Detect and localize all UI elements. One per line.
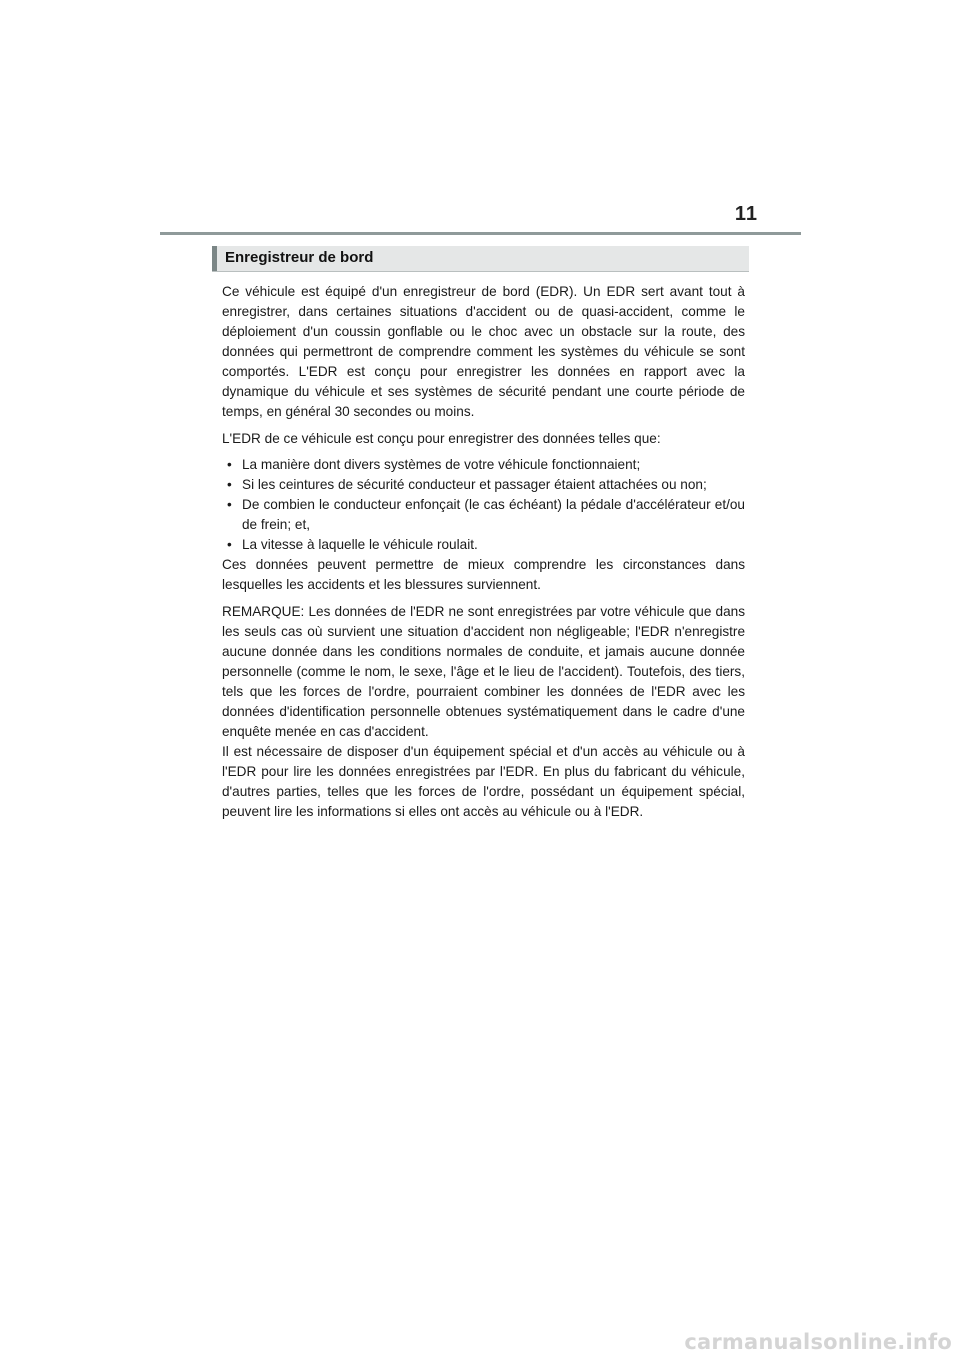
equipment-paragraph: Il est nécessaire de disposer d'un équipement spécial et d'un accès au véhicule ou à l'EDR pour lire les données enregistrées par l'EDR. En plus du fabricant du véhicule, d'autres parties, telles que les forces de l'ordre, possédant un équipement spécial, peuvent lire les informations si elles ont accès au véhicule ou à l'EDR. [222,744,745,819]
remark-paragraph: REMARQUE: Les données de l'EDR ne sont enregistrées par votre véhicule que dans les seuls cas où survient une situation d'accident non négligeable; l'EDR n'enregistre aucune donnée dans les conditions normales de conduite, et jamais aucune donnée personnelle (comme le nom, le sexe, l'âge et le lieu de l'accident). Toutefois, des tiers, tels que les forces de l'ordre, pourraient combiner les données de l'EDR avec les données d'identification personnelle obtenues systématiquement dans le cadre d'une enquête menée en cas d'accident. [222,604,745,739]
header-rule [160,232,801,235]
page-number: 11 [734,203,758,225]
section-header [212,246,749,272]
list-item: • La manière dont divers systèmes de votre véhicule fonctionnaient; [222,455,745,475]
section-header-accent-bar [212,246,217,271]
list-item: • De combien le conducteur enfonçait (le cas échéant) la pédale d'accélérateur et/ou de frein; et, [222,495,745,535]
recorded-data-list [222,455,745,555]
section-title: Enregistreur de bord [225,249,374,266]
site-watermark: carmanualsonline.info [684,1330,952,1354]
body-text [222,282,745,822]
list-item: • Si les ceintures de sécurité conducteur et passager étaient attachées ou non; [222,475,745,495]
after-list-paragraph: Ces données peuvent permettre de mieux comprendre les circonstances dans lesquelles les accidents et les blessures surviennent. [222,557,745,592]
list-item: • La vitesse à laquelle le véhicule roulait. [222,535,745,555]
list-intro-paragraph: L'EDR de ce véhicule est conçu pour enregistrer des données telles que: [222,431,661,446]
intro-paragraph: Ce véhicule est équipé d'un enregistreur de bord (EDR). Un EDR sert avant tout à enregistrer, dans certaines situations d'accident ou de quasi-accident, comme le déploiement d'un coussin gonflable ou le choc avec un obstacle sur la route, des données qui permettront de comprendre comment les systèmes du véhicule se sont comportés. L'EDR est conçu pour enregistrer les données en rapport avec la dynamique du véhicule et ses systèmes de sécurité pendant une courte période de temps, en général 30 secondes ou moins. [222,284,745,419]
